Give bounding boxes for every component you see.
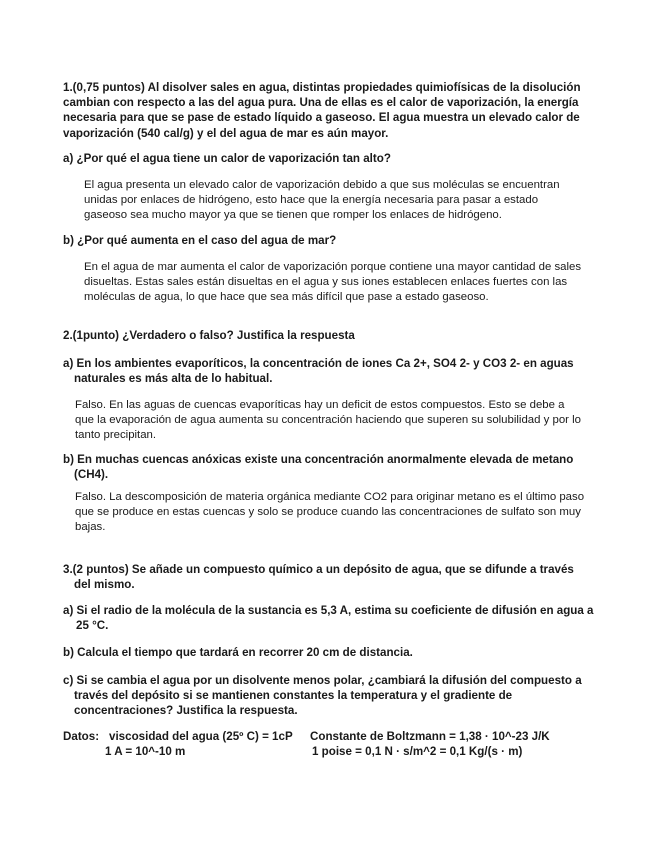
q2-a-question: a) En los ambientes evaporíticos, la concentración de iones Ca 2+, SO4 2- y CO3 2- en aguas naturales es más alta de lo habitual. — [63, 357, 574, 386]
datos-viscosity: viscosidad del agua (25º C) = 1cP — [109, 730, 293, 743]
q1-b-question: b) ¿Por qué aumenta en el caso del agua de mar? — [63, 234, 337, 247]
q1-statement: 1.(0,75 puntos) Al disolver sales en agua, distintas propiedades quimiofísicas de la disolución cambian con respecto a las del agua pura. Una de ellas es el calor de vaporización, la energía necesaria para que se pase de estado líquido a gaseoso. El agua muestra un elevado calor de vaporización (540 cal/g) y el del agua de mar es aún mayor. — [63, 81, 581, 140]
q2-b-question: b) En muchas cuencas anóxicas existe una concentración anormalmente elevada de metano (CH4). — [63, 453, 574, 482]
datos-poise: 1 poise = 0,1 N · s/m^2 = 0,1 Kg/(s · m) — [312, 745, 523, 758]
datos-angstrom: 1 A = 10^-10 m — [105, 745, 186, 758]
q3-b-question: b) Calcula el tiempo que tardará en recorrer 20 cm de distancia. — [63, 646, 413, 659]
q3-a-question: a) Si el radio de la molécula de la sustancia es 5,3 A, estima su coeficiente de difusión en agua a 25 °C. — [63, 604, 594, 633]
q2-b-answer: Falso. La descomposición de materia orgánica mediante CO2 para originar metano es el último paso que se produce en estas cuencas y solo se produce cuando las concentraciones de sulfato son muy bajas. — [75, 491, 585, 534]
q2-statement: 2.(1punto) ¿Verdadero o falso? Justifica la respuesta — [63, 329, 355, 342]
q1-b-answer: En el agua de mar aumenta el calor de vaporización porque contiene una mayor cantidad de sales disueltas. Estas sales están disueltas en el agua y sus iones establecen enlaces fuertes con las moléculas de agua, lo que hace que sea más difícil que pase a estado gaseoso. — [84, 261, 582, 304]
datos-label: Datos: — [63, 730, 100, 743]
q1-a-answer: El agua presenta un elevado calor de vaporización debido a que sus moléculas se encuentran unidas por enlaces de hidrógeno, esto hace que la energía necesaria para pasar a estado gaseoso sea mucho mayor ya que se tienen que romper los enlaces de hidrógeno. — [84, 179, 560, 222]
q3-statement: 3.(2 puntos) Se añade un compuesto químico a un depósito de agua, que se difunde a través del mismo. — [63, 563, 574, 592]
q3-c-question: c) Si se cambia el agua por un disolvente menos polar, ¿cambiará la difusión del compuesto a través del depósito si se mantienen constantes la temperatura y el gradiente de concentraciones? Justifica la respuesta. — [63, 674, 582, 718]
q1-a-question: a) ¿Por qué el agua tiene un calor de vaporización tan alto? — [63, 152, 391, 165]
datos-boltzmann: Constante de Boltzmann = 1,38 · 10^-23 J/K — [310, 730, 550, 743]
q2-a-answer: Falso. En las aguas de cuencas evaporíticas hay un deficit de estos compuestos. Esto se debe a que la evaporación de agua aumenta su concentración haciendo que superen su solubilidad y por lo tanto precipitan. — [75, 399, 581, 442]
